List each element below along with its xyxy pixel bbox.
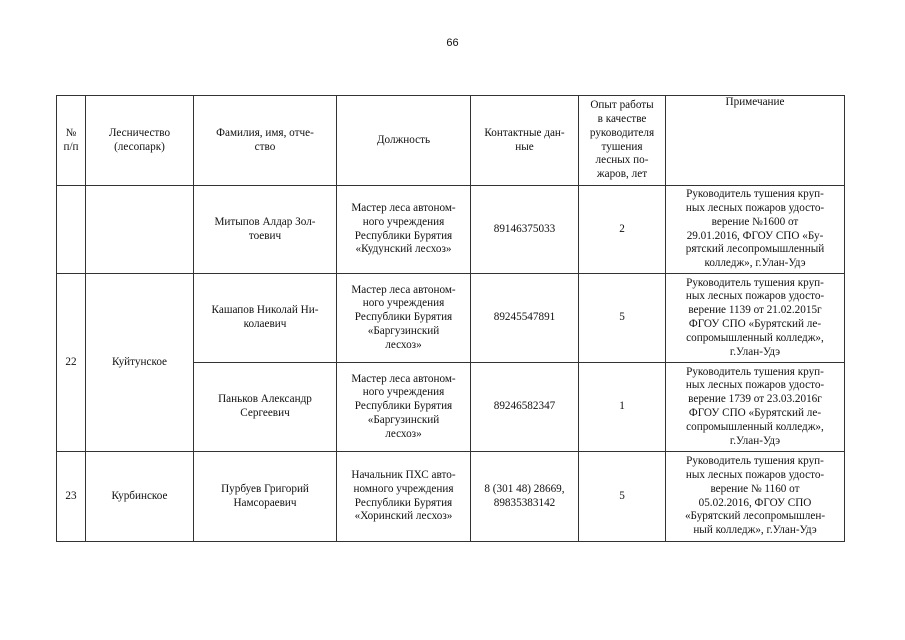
cell-name: Кашапов Николай Ни- колаевич (194, 274, 337, 363)
header-note: Примечание (666, 96, 845, 186)
header-contacts: Контактные дан- ные (471, 96, 579, 186)
cell-experience: 2 (579, 186, 666, 274)
header-row (57, 96, 845, 186)
cell-contacts: 8 (301 48) 28669, 89835383142 (471, 452, 579, 542)
cell-experience: 5 (579, 274, 666, 363)
cell-position: Мастер леса автоном- ного учреждения Республики Бурятия «Кудунский лесхоз» (337, 186, 471, 274)
cell-note: Руководитель тушения круп- ных лесных пожаров удосто- верение № 1160 от 05.02.2016, ФГОУ СПО «Бурятский лесопромышлен- ный колледж», г.Улан-Удэ (666, 452, 845, 542)
header-name: Фамилия, имя, отче- ство (194, 96, 337, 186)
cell-contacts: 89146375033 (471, 186, 579, 274)
cell-experience: 1 (579, 363, 666, 452)
table-row (57, 186, 845, 274)
cell-forestry: Куйтунское (86, 274, 194, 452)
cell-note: Руководитель тушения круп- ных лесных пожаров удосто- верение №1600 от 29.01.2016, ФГОУ СПО «Бу- рятский лесопромышленный колледж», г.Улан-Удэ (666, 186, 845, 274)
header-forestry: Лесничество (лесопарк) (86, 96, 194, 186)
cell-num: 22 (57, 274, 86, 452)
cell-forestry (86, 186, 194, 274)
cell-contacts: 89246582347 (471, 363, 579, 452)
cell-note: Руководитель тушения круп- ных лесных пожаров удосто- верение 1739 от 23.03.2016г ФГОУ СПО «Бурятский ле- сопромышленный колледж», г.Улан-Удэ (666, 363, 845, 452)
page-number: 66 (446, 37, 459, 49)
header-num: № п/п (57, 96, 86, 186)
header-position: Должность (337, 96, 471, 186)
table-row (57, 274, 845, 363)
foresters-table (56, 95, 845, 542)
cell-num (57, 186, 86, 274)
cell-note: Руководитель тушения круп- ных лесных пожаров удосто- верение 1139 от 21.02.2015г ФГОУ СПО «Бурятский ле- сопромышленный колледж», г.Улан-Удэ (666, 274, 845, 363)
table-row (57, 452, 845, 542)
cell-forestry: Курбинское (86, 452, 194, 542)
cell-position: Мастер леса автоном- ного учреждения Республики Бурятия «Баргузинский лесхоз» (337, 274, 471, 363)
cell-contacts: 89245547891 (471, 274, 579, 363)
cell-position: Мастер леса автоном- ного учреждения Республики Бурятия «Баргузинский лесхоз» (337, 363, 471, 452)
cell-position: Начальник ПХС авто- номного учреждения Республики Бурятия «Хоринский лесхоз» (337, 452, 471, 542)
cell-name: Митыпов Алдар Зол- тоевич (194, 186, 337, 274)
header-experience: Опыт работы в качестве руководителя тушения лесных по- жаров, лет (579, 96, 666, 186)
cell-name: Пурбуев Григорий Намсораевич (194, 452, 337, 542)
cell-experience: 5 (579, 452, 666, 542)
cell-name: Паньков Александр Сергеевич (194, 363, 337, 452)
cell-num: 23 (57, 452, 86, 542)
